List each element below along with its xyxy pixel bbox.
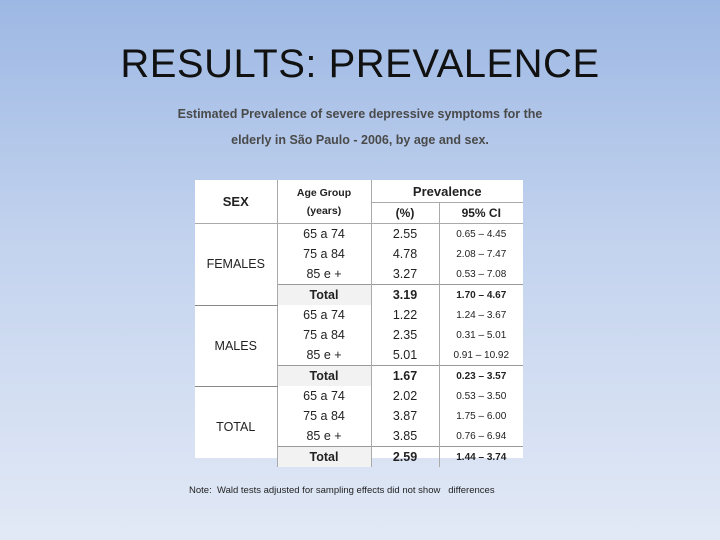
- percent-cell: 2.35: [371, 325, 439, 345]
- prevalence-table-grid: [195, 180, 523, 467]
- total-age-cell: Total: [277, 285, 371, 306]
- age-cell: 85 e +: [277, 264, 371, 285]
- table-caption-line2: elderly in São Paulo - 2006, by age and sex.: [231, 133, 489, 147]
- percent-cell: 3.27: [371, 264, 439, 285]
- total-ci-cell: 0.23 – 3.57: [439, 366, 523, 387]
- age-cell: 65 a 74: [277, 224, 371, 245]
- header-ci: 95% CI: [439, 203, 523, 224]
- footnote: Note: Wald tests adjusted for sampling effects did not show differences: [189, 485, 495, 496]
- ci-cell: 0.53 – 7.08: [456, 268, 507, 280]
- ci-cell: 0.65 – 4.45: [456, 228, 507, 240]
- ci-cell: 1.75 – 6.00: [456, 410, 507, 422]
- percent-cell: 2.55: [371, 224, 439, 245]
- ci-cell: 0.53 – 3.50: [456, 390, 507, 402]
- table-caption-line1: Estimated Prevalence of severe depressive symptoms for the: [177, 107, 543, 121]
- ci-cell: 0.31 – 5.01: [456, 329, 507, 341]
- percent-cell: 3.85: [371, 426, 439, 447]
- sex-label-total: TOTAL: [195, 386, 277, 467]
- slide-title: RESULTS: PREVALENCE: [120, 42, 600, 86]
- percent-cell: 4.78: [371, 244, 439, 264]
- sex-label-males: MALES: [195, 305, 277, 386]
- percent-cell: 3.87: [371, 406, 439, 426]
- total-ci-cell: 1.44 – 3.74: [439, 447, 523, 468]
- header-percent: (%): [371, 203, 439, 224]
- prevalence-table: [195, 180, 523, 464]
- total-percent-cell: 2.59: [371, 447, 439, 468]
- header-age-group-line2: (years): [306, 204, 342, 217]
- age-cell: 85 e +: [277, 345, 371, 366]
- age-cell: 85 e +: [277, 426, 371, 447]
- sex-label-females: FEMALES: [195, 224, 277, 306]
- header-sex: SEX: [195, 180, 277, 224]
- percent-cell: 5.01: [371, 345, 439, 366]
- header-age-group: [277, 180, 371, 224]
- total-age-cell: Total: [277, 366, 371, 387]
- age-cell: 75 a 84: [277, 406, 371, 426]
- ci-cell: 2.08 – 7.47: [456, 248, 507, 260]
- total-percent-cell: 3.19: [371, 285, 439, 306]
- total-ci-cell: 1.70 – 4.67: [439, 285, 523, 306]
- age-cell: 75 a 84: [277, 325, 371, 345]
- ci-cell: 1.24 – 3.67: [456, 309, 507, 321]
- age-cell: 75 a 84: [277, 244, 371, 264]
- header-age-group-line1: Age Group: [296, 186, 352, 199]
- percent-cell: 1.22: [371, 305, 439, 325]
- total-age-cell: Total: [277, 447, 371, 468]
- ci-cell: 0.91 – 10.92: [453, 349, 510, 361]
- ci-cell: 0.76 – 6.94: [456, 430, 507, 442]
- age-cell: 65 a 74: [277, 305, 371, 325]
- total-percent-cell: 1.67: [371, 366, 439, 387]
- percent-cell: 2.02: [371, 386, 439, 406]
- age-cell: 65 a 74: [277, 386, 371, 406]
- header-prevalence: Prevalence: [371, 180, 523, 203]
